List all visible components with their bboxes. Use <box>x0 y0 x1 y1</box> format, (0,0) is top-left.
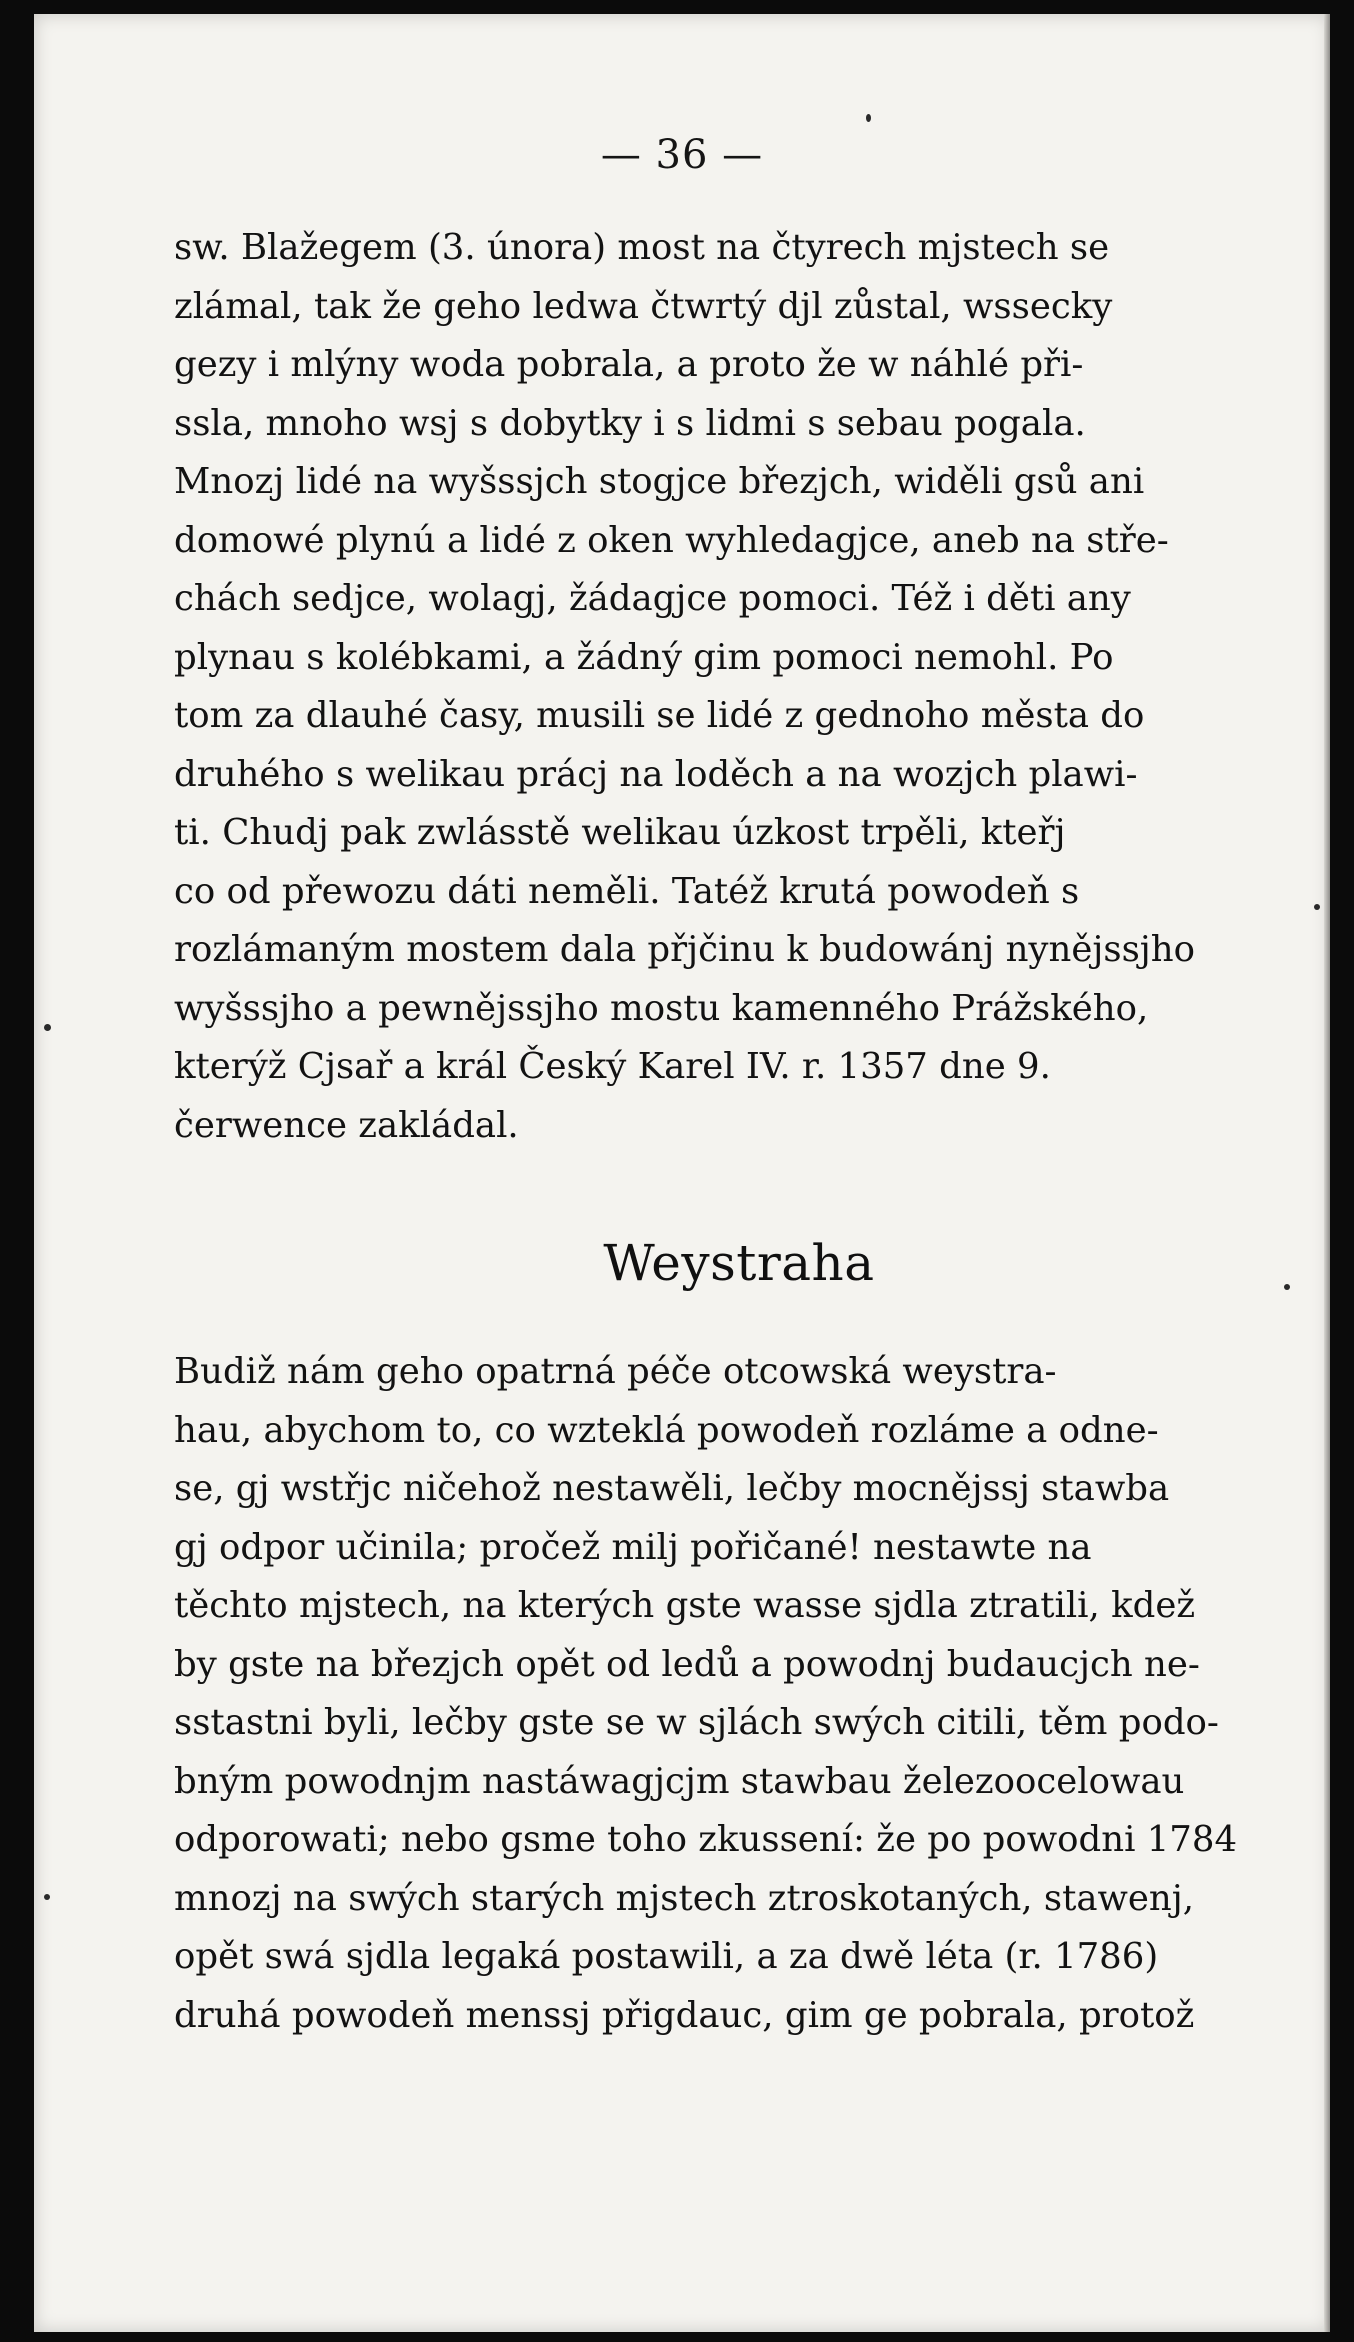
text-line: rozlámaným mostem dala přjčinu k budowánj nynějssjho <box>174 929 1196 970</box>
text-line: hau, abychom to, co wzteklá powodeň rozláme a odne- <box>174 1409 1159 1451</box>
page-content <box>174 219 1304 2045</box>
text-line: gezy i mlýny woda pobrala, a proto že w náhlé při- <box>174 344 1084 385</box>
paragraph-1 <box>174 219 1304 1155</box>
text-line: druhá powodeň menssj přigdauc, gim ge pobrala, protož <box>174 1994 1195 2036</box>
text-line: ssla, mnoho wsj s dobytky i s lidmi s sebau pogala. <box>174 402 1086 444</box>
text-line: odporowati; nebo gsme toho zkussení: že po powodni 1784 <box>174 1819 1238 1860</box>
text-line: zlámal, tak že geho ledwa čtwrtý djl zůstal, wssecky <box>174 285 1113 327</box>
text-line: wyšssjho a pewnějssjho mostu kamenného Prážského, <box>174 987 1149 1029</box>
text-line: tom za dlauhé časy, musili se lidé z gednoho města do <box>174 695 1145 736</box>
text-line: ti. Chudj pak zwlásstě welikau úzkost trpěli, kteřj <box>174 812 1066 853</box>
text-line: kterýž Cjsař a král Český Karel IV. r. 1357 dne 9. <box>174 1046 1051 1087</box>
text-line: bným powodnjm nastáwagjcjm stawbau železoocelowau <box>174 1760 1185 1802</box>
text-line: plynau s kolébkami, a žádný gim pomoci nemohl. Po <box>174 636 1114 678</box>
text-line: druhého s welikau prácj na loděch a na wozjch plawi- <box>174 753 1138 795</box>
page-number: — 36 — <box>600 132 764 178</box>
paragraph-2 <box>174 1343 1304 2045</box>
text-line: čerwence zakládal. <box>174 1104 519 1146</box>
text-line: Mnozj lidé na wyšssjch stogjce březjch, widěli gsů ani <box>174 461 1145 502</box>
page-edge <box>1324 14 1330 2332</box>
scan-speck <box>44 1024 51 1031</box>
book-page <box>34 14 1330 2332</box>
text-line: sstastni byli, lečby gste se w sjlách swých citili, těm podo- <box>174 1702 1219 1743</box>
text-line: domowé plynú a lidé z oken wyhledagjce, aneb na stře- <box>174 519 1169 561</box>
scan-speck <box>866 114 871 122</box>
text-line: co od přewozu dáti neměli. Tatéž krutá powodeň s <box>174 870 1080 912</box>
section-heading: Weystraha <box>603 1234 875 1292</box>
text-line: by gste na březjch opět od ledů a powodnj budaucjch ne- <box>174 1643 1200 1685</box>
text-line: se, gj wstřjc ničehož nestawěli, lečby mocnějssj stawba <box>174 1468 1170 1509</box>
text-line: Budiž nám geho opatrná péče otcowská weystra- <box>174 1351 1057 1392</box>
text-line: mnozj na swých starých mjstech ztroskotaných, stawenj, <box>174 1877 1195 1919</box>
text-line: sw. Blažegem (3. února) most na čtyrech mjstech se <box>174 227 1110 268</box>
text-line: opět swá sjdla legaká postawili, a za dwě léta (r. 1786) <box>174 1936 1159 1977</box>
scan-speck <box>1314 904 1320 910</box>
text-line: chách sedjce, wolagj, žádagjce pomoci. Též i děti any <box>174 578 1131 619</box>
text-line: gj odpor učinila; pročež milj pořičané! nestawte na <box>174 1526 1092 1568</box>
text-line: těchto mjstech, na kterých gste wasse sjdla ztratili, kdež <box>174 1585 1196 1626</box>
scan-speck <box>1284 1284 1290 1290</box>
scan-speck <box>44 1894 50 1900</box>
